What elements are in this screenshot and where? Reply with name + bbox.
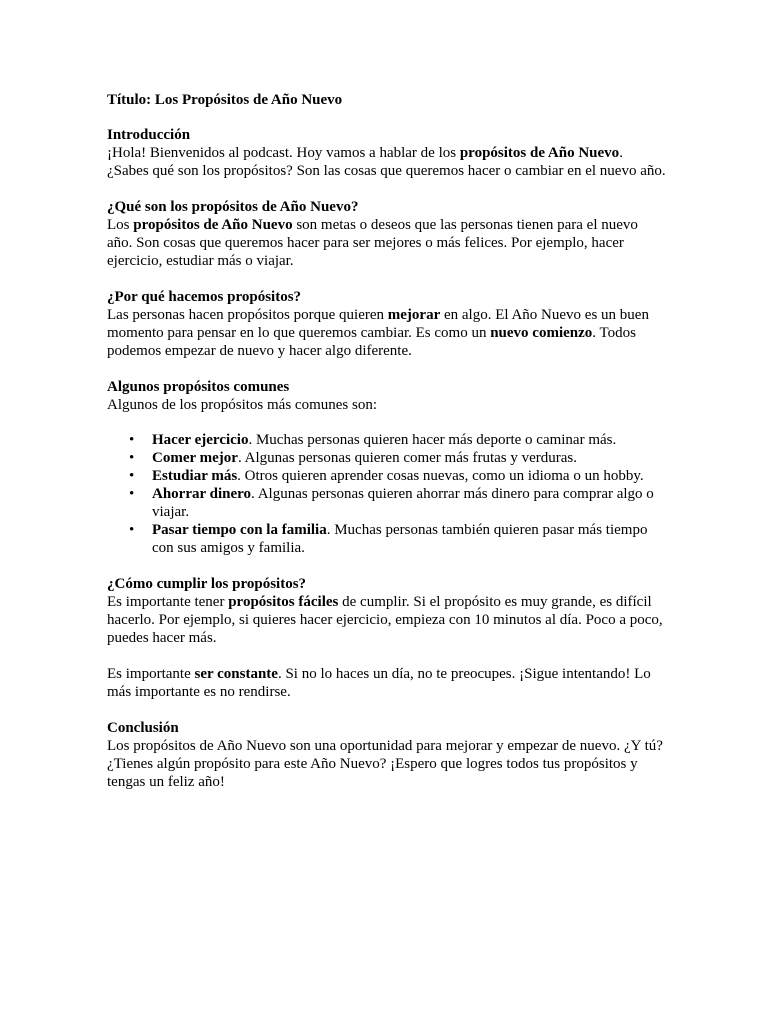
- paragraph: Algunos de los propósitos más comunes son:: [107, 397, 377, 413]
- section-conclusion: [107, 719, 667, 791]
- text-run: . ¿Sabes qué son los propósitos? Son las cosas que queremos hacer o cambiar en el nuevo año.: [107, 145, 666, 179]
- paragraph: Los propósitos de Año Nuevo son una oportunidad para mejorar y empezar de nuevo. ¿Y tú? ¿Tienes algún propósito para este Año Nuevo? ¡Espero que logres todos tus propósitos y tengas un feliz año!: [107, 738, 663, 790]
- paragraph: [107, 216, 667, 270]
- bullet-icon: •: [129, 522, 135, 538]
- paragraph: [107, 593, 667, 647]
- text-run: de cumplir. Si el propósito es muy grande, es difícil hacerlo. Por ejemplo, si quieres hacer ejercicio, empieza con 10 minutos al día. Poco a poco, puedes hacer más.: [107, 594, 663, 646]
- bold-text-run: nuevo comienzo: [490, 325, 593, 341]
- text-run: . Muchas personas también quieren pasar más tiempo con sus amigos y familia.: [152, 522, 648, 556]
- text-run: . Otros quieren aprender cosas nuevas, como un idioma o un hobby.: [237, 468, 644, 484]
- bullet-icon: •: [129, 486, 135, 502]
- bold-text-run: Estudiar más: [152, 468, 238, 484]
- text-run: . Algunas personas quieren ahorrar más dinero para comprar algo o viajar.: [152, 486, 654, 520]
- bold-text-run: Comer mejor: [152, 450, 238, 466]
- section-why: [107, 288, 667, 360]
- text-run: . Todos podemos empezar de nuevo y hacer algo diferente.: [107, 325, 636, 359]
- text-run: . Si no lo haces un día, no te preocupes. ¡Sigue intentando! Lo más importante es no rendirse.: [107, 666, 651, 700]
- text-run: . Muchas personas quieren hacer más deporte o caminar más.: [248, 432, 617, 448]
- bullet-icon: •: [129, 450, 135, 466]
- bold-text-run: Hacer ejercicio: [152, 432, 249, 448]
- text-run: Es importante: [107, 666, 195, 682]
- section-introduction: [107, 126, 667, 180]
- bold-text-run: Ahorrar dinero: [152, 486, 252, 502]
- list-item: [129, 521, 667, 557]
- list-item: [129, 431, 667, 449]
- section-consistency: [107, 665, 667, 701]
- text-run: Los: [107, 217, 134, 233]
- text-run: ¡Hola! Bienvenidos al podcast. Hoy vamos a hablar de los: [107, 145, 460, 161]
- section-heading: Conclusión: [107, 720, 179, 736]
- section-what-are: [107, 198, 667, 270]
- bold-text-run: propósitos fáciles: [228, 594, 339, 610]
- section-heading: ¿Qué son los propósitos de Año Nuevo?: [107, 199, 359, 215]
- text-run: en algo. El Año Nuevo es un buen momento para pensar en lo que queremos cambiar. Es como un: [107, 307, 649, 341]
- text-run: son metas o deseos que las personas tienen para el nuevo año. Son cosas que queremos hacer para ser mejores o más felices. Por ejemplo, hacer ejercicio, estudiar más o viajar.: [107, 217, 638, 269]
- section-heading: Introducción: [107, 127, 191, 143]
- section-common-resolutions: [107, 378, 667, 557]
- bold-text-run: Pasar tiempo con la familia: [152, 522, 327, 538]
- paragraph: [107, 144, 667, 180]
- bold-text-run: propósitos de Año Nuevo: [459, 145, 620, 161]
- bullet-icon: •: [129, 432, 135, 448]
- document-title: Título: Los Propósitos de Año Nuevo: [107, 92, 343, 108]
- paragraph: [107, 665, 667, 701]
- list-item: [129, 467, 667, 485]
- bold-text-run: ser constante: [194, 666, 278, 682]
- text-run: Es importante tener: [107, 594, 229, 610]
- paragraph: [107, 306, 667, 360]
- section-heading: ¿Cómo cumplir los propósitos?: [107, 576, 307, 592]
- bullet-list: [107, 431, 667, 557]
- bold-text-run: mejorar: [387, 307, 441, 323]
- section-how-to: [107, 575, 667, 647]
- section-heading: Algunos propósitos comunes: [107, 379, 290, 395]
- bullet-icon: •: [129, 468, 135, 484]
- text-run: Las personas hacen propósitos porque quieren: [107, 307, 388, 323]
- list-item: [129, 449, 667, 467]
- bold-text-run: propósitos de Año Nuevo: [133, 217, 293, 233]
- document-page: [107, 91, 667, 809]
- list-item: [129, 485, 667, 521]
- section-heading: ¿Por qué hacemos propósitos?: [107, 289, 302, 305]
- text-run: . Algunas personas quieren comer más frutas y verduras.: [237, 450, 578, 466]
